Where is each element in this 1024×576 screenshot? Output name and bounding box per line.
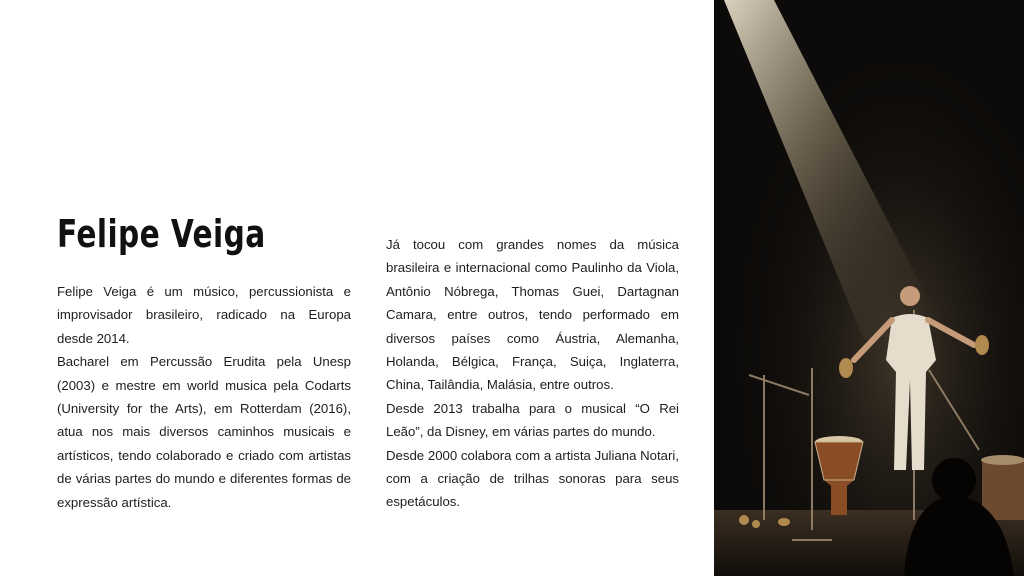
bio-column-right bbox=[386, 233, 679, 514]
bio-paragraph: Já tocou com grandes nomes da música brasileira e internacional como Paulinho da Viola, Antônio Nóbrega, Thomas Guei, Dartagnan Camara, entre outros, tendo performado em diversos países como Áustria, Alemanha, Holanda, Bélgica, França, Suiça, Inglaterra, China, Tailândia, Malásia, entre outros. bbox=[386, 237, 679, 393]
bio-column-left bbox=[57, 280, 351, 514]
bio-paragraph: Desde 2000 colabora com a artista Juliana Notari, com a criação de trilhas sonoras para seus espetáculos. bbox=[386, 447, 679, 510]
page-title: Felipe Veiga bbox=[57, 212, 266, 256]
bio-paragraph: Desde 2013 trabalha para o musical “O Rei Leão”, da Disney, em várias partes do mundo. bbox=[386, 400, 679, 440]
performance-photo bbox=[714, 0, 1024, 576]
stage-illustration bbox=[714, 0, 1024, 576]
bio-paragraph: Bacharel em Percussão Erudita pela Unesp (2003) e mestre em world musica pela Codarts (University for the Arts), em Rotterdam (2016), atua nos mais diversos caminhos musicais e artísticos, tendo colaborado e criado com artistas de várias partes do mundo e diferentes formas de expressão artística. bbox=[57, 354, 351, 510]
bio-paragraph: Felipe Veiga é um músico, percussionista e improvisador brasileiro, radicado na Europa desde 2014. bbox=[57, 284, 351, 346]
